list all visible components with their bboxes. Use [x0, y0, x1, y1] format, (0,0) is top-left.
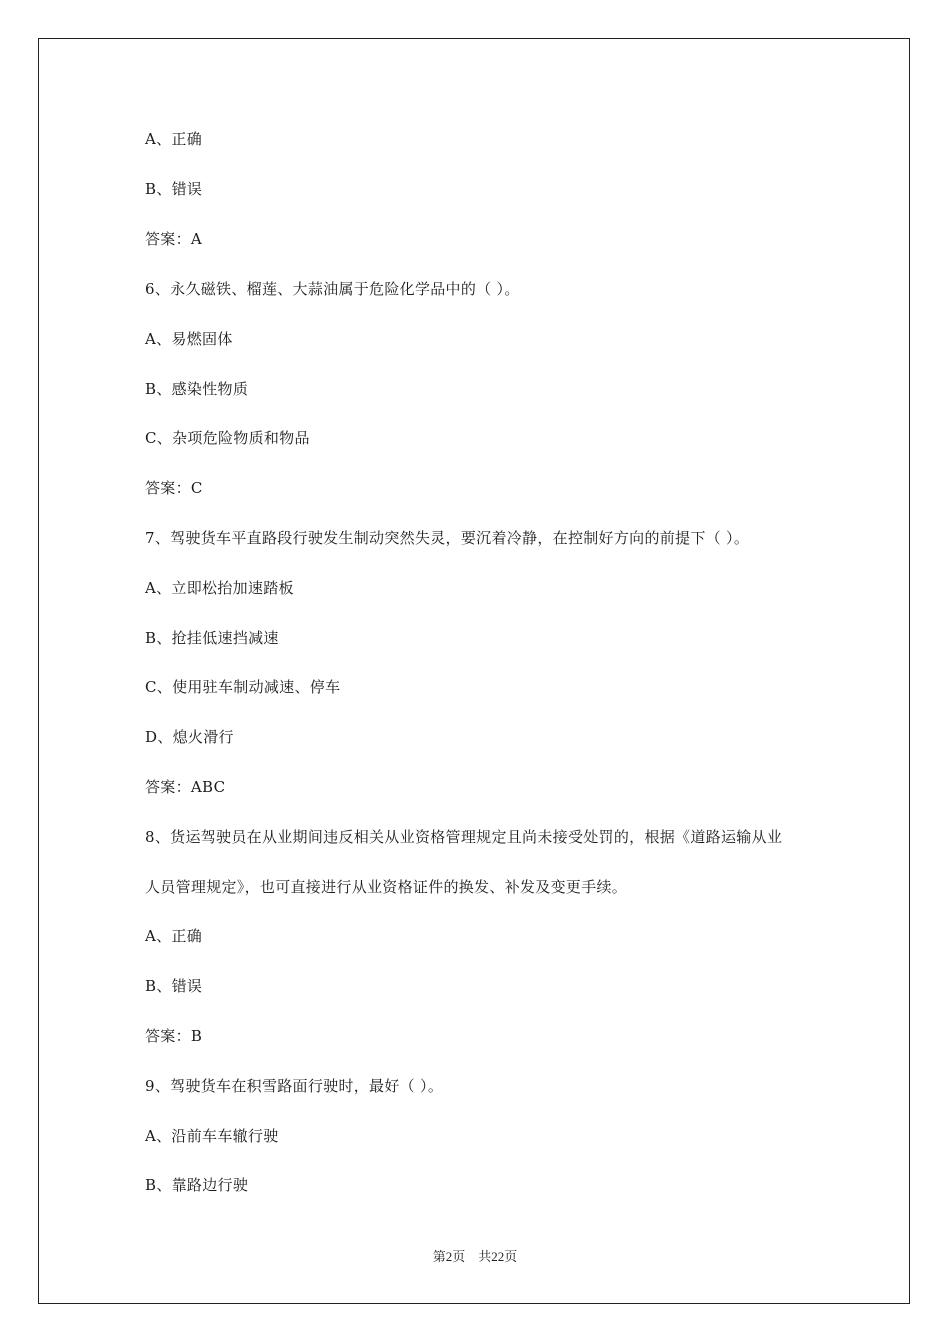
- question-6-option-c: C、杂项危险物质和物品: [145, 429, 310, 447]
- answer-5: 答案：A: [145, 230, 203, 248]
- question-6-option-b: B、感染性物质: [145, 380, 249, 398]
- answer-8: 答案：B: [145, 1027, 203, 1045]
- question-6-option-a: A、易燃固体: [145, 330, 233, 348]
- question-9-option-a: A、沿前车车辙行驶: [145, 1127, 279, 1145]
- question-6: 6、永久磁铁、榴莲、大蒜油属于危险化学品中的（ ）。: [145, 280, 520, 298]
- page-border: [38, 38, 910, 1304]
- answer-6: 答案：C: [145, 479, 203, 497]
- question-8-option-b: B、错误: [145, 977, 203, 995]
- question-8-line-2: 人员管理规定》，也可直接进行从业资格证件的换发、补发及变更手续。: [145, 878, 628, 896]
- question-9: 9、驾驶货车在积雪路面行驶时，最好（ ）。: [145, 1077, 444, 1095]
- question-8-option-a: A、正确: [145, 927, 203, 945]
- answer-7: 答案：ABC: [145, 778, 226, 796]
- question-7-option-a: A、立即松抬加速踏板: [145, 579, 294, 597]
- page-number-footer: 第2页 共22页: [432, 1249, 518, 1264]
- question-7-option-b: B、抢挂低速挡减速: [145, 629, 279, 647]
- question-7-option-d: D、熄火滑行: [145, 728, 234, 746]
- option-a-correct: A、正确: [145, 130, 203, 148]
- question-9-option-b: B、靠路边行驶: [145, 1176, 249, 1194]
- option-b-wrong: B、错误: [145, 180, 203, 198]
- question-8-line-1: 8、货运驾驶员在从业期间违反相关从业资格管理规定且尚未接受处罚的，根据《道路运输从业: [145, 828, 783, 846]
- question-7-option-c: C、使用驻车制动减速、停车: [145, 678, 341, 696]
- question-7: 7、驾驶货车平直路段行驶发生制动突然失灵，要沉着冷静，在控制好方向的前提下（ ）。: [145, 529, 750, 547]
